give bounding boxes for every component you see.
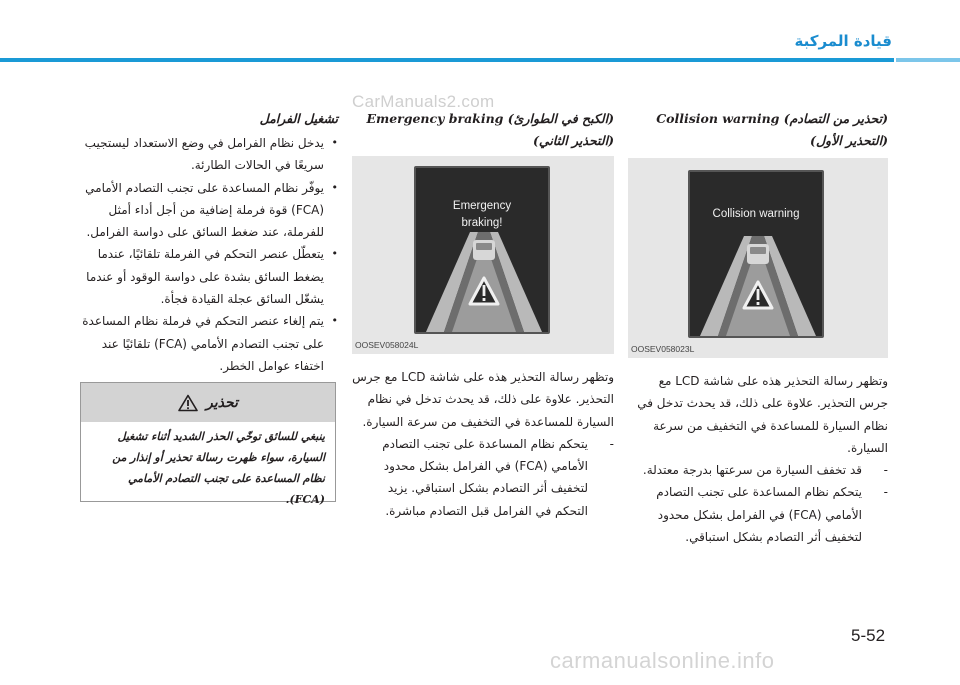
braking-heading: تشغيل الفرامل <box>259 111 338 126</box>
car-road-icon <box>426 232 542 332</box>
collision-list <box>628 459 888 548</box>
emergency-braking-figure <box>352 156 614 354</box>
warning-box <box>80 382 336 506</box>
warning-triangle-icon <box>178 394 198 412</box>
braking-operation-section <box>78 108 338 377</box>
header-rule <box>0 58 894 62</box>
braking-bullets <box>78 132 338 377</box>
warning-label: تحذير <box>206 394 238 411</box>
warning-header <box>81 383 335 422</box>
page-number: 5-52 <box>851 626 886 645</box>
screen-message: Collision warning <box>712 208 800 220</box>
list-item: • يوفّر نظام المساعدة على تجنب التصادم الأمامي (FCA) قوة فرملة إضافية من أجل أداء أمثل للفرملة، عند ضغط السائق على دواسة الفرامل. <box>85 180 338 240</box>
list-item: - قد تخفف السيارة من سرعتها بدرجة معتدلة. <box>642 463 888 478</box>
screen-message: Emergency braking! <box>452 200 512 229</box>
list-item: • يدخل نظام الفرامل في وضع الاستعداد ليستجيب سريعًا في الحالات الطارئة. <box>84 136 338 173</box>
list-item: • يتعطّل عنصر التحكم في الفرملة تلقائيًا، عندما يضغط السائق بشدة على دواسة الوقود أو عندما يشغّل السائق عجلة القيادة فجأة. <box>86 247 338 307</box>
watermark-top: CarManuals2.com <box>352 92 495 111</box>
list-item: - يتحكم نظام المساعدة على تجنب التصادم الأمامي (FCA) في الفرامل بشكل محدود لتخفيف أثر التصادم بشكل استباقي. يزيد التحكم في الفرامل قبل التصادم مباشرة. <box>382 436 614 518</box>
collision-warning-section <box>628 108 888 548</box>
collision-warning-figure <box>628 158 888 358</box>
collision-intro: وتظهر رسالة التحذير هذه على شاشة LCD مع جرس التحذير. علاوة على ذلك، قد يحدث تدخل في نظام السيارة للمساعدة في التخفيف من سرعة السيارة. <box>637 374 888 455</box>
emergency-list <box>352 433 614 522</box>
figure-code: OOSEV058024L <box>355 340 419 350</box>
collision-heading-line2: (التحذير الأول) <box>810 133 888 148</box>
emergency-heading-line1: (الكبح في الطوارئ) Emergency braking <box>366 111 614 126</box>
chapter-title: قيادة المركبة <box>794 32 892 50</box>
header-rule-end <box>896 58 960 62</box>
figure-code: OOSEV058023L <box>631 344 695 354</box>
car-road-icon <box>700 236 816 336</box>
cluster-screen <box>688 170 824 338</box>
collision-heading-line1: (تحذير من التصادم) Collision warning <box>656 111 888 126</box>
emergency-braking-section <box>352 108 614 522</box>
warning-text: ينبغي للسائق توخّي الحذر الشديد أثناء تشغيل السيارة، سواء ظهرت رسالة تحذير أو إنذار من نظام المساعدة على تجنب التصادم الأمامي (FCA). <box>112 430 325 506</box>
list-item: - يتحكم نظام المساعدة على تجنب التصادم الأمامي (FCA) في الفرامل بشكل محدود لتخفيف أثر التصادم بشكل استباقي. <box>656 485 888 545</box>
list-item: • يتم إلغاء عنصر التحكم في فرملة نظام المساعدة على تجنب التصادم الأمامي (FCA) تلقائيًا عند اختفاء عوامل الخطر. <box>82 314 338 373</box>
emergency-heading-line2: (التحذير الثاني) <box>533 133 614 148</box>
emergency-intro: وتظهر رسالة التحذير هذه على شاشة LCD مع جرس التحذير. علاوة على ذلك، قد يحدث تدخل في نظام السيارة للمساعدة في التخفيف من سرعة السيارة. <box>352 370 614 429</box>
cluster-screen <box>414 166 550 334</box>
watermark-bottom: carmanualsonline.info <box>550 648 775 673</box>
